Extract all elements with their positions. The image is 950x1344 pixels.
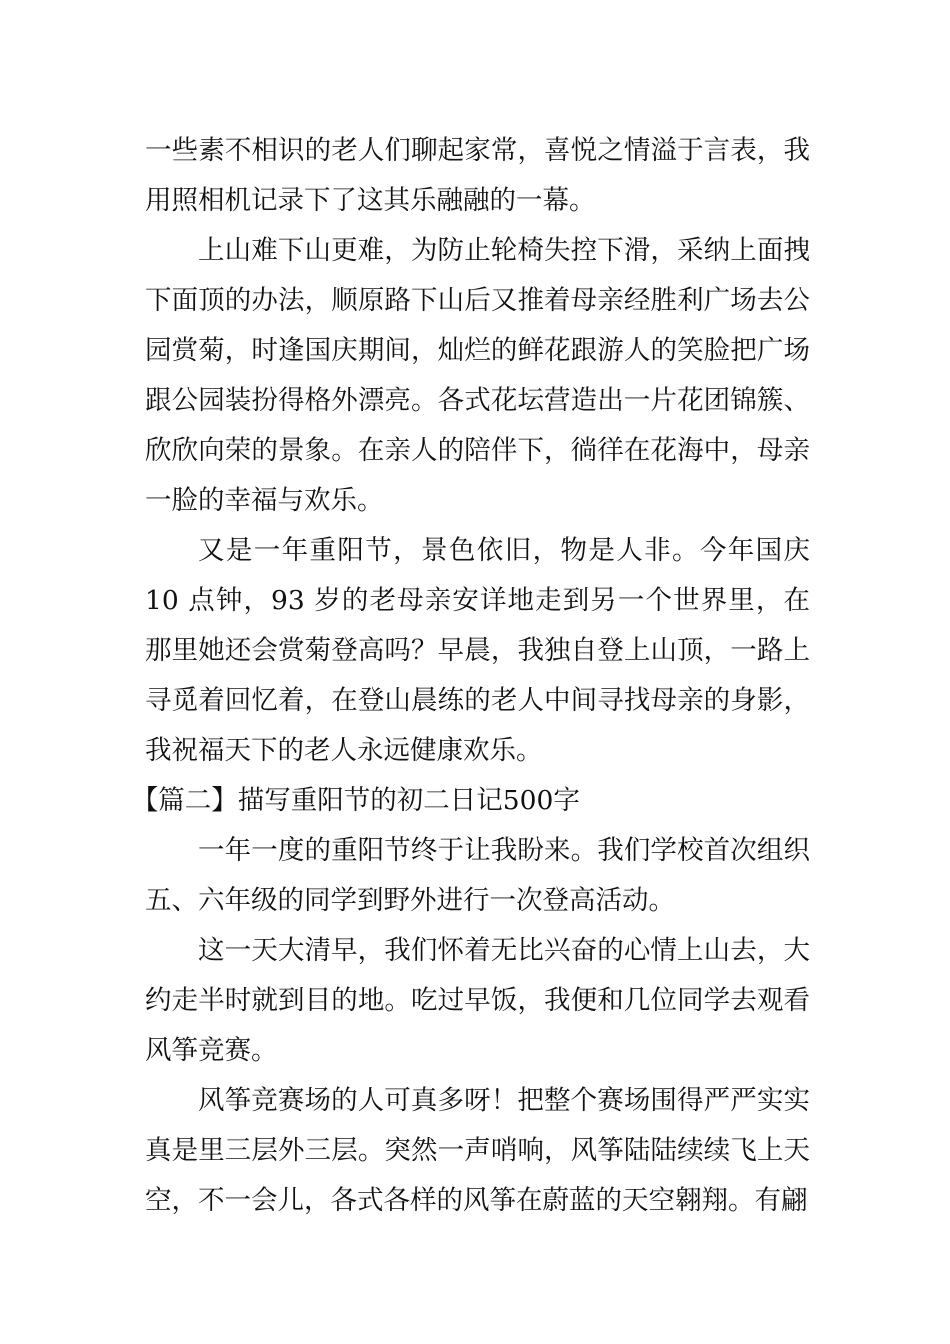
section-paragraph-2: 这一天大清早，我们怀着无比兴奋的心情上山去，大约走半时就到目的地。吃过早饭，我便和几位同学去观看风筝竞赛。 [145,935,810,1066]
document-body [131,126,810,1226]
section-paragraph-3: 风筝竞赛场的人可真多呀！把整个赛场围得严严实实真是里三层外三层。突然一声哨响，风筝陆陆续续飞上天空，不一会儿，各式各样的风筝在蔚蓝的天空翱翔。有翩 [145,1085,810,1216]
section-heading: 【篇二】描写重阳节的初二日记500字 [131,785,580,816]
paragraph-2: 上山难下山更难，为防止轮椅失控下滑，采纳上面拽下面顶的办法，顺原路下山后又推着母亲经胜利广场去公园赏菊，时逢国庆期间，灿烂的鲜花跟游人的笑脸把广场跟公园装扮得格外漂亮。各式花坛营造出一片花团锦簇、欣欣向荣的景象。在亲人的陪伴下，徜徉在花海中，母亲一脸的幸福与欢乐。 [145,235,810,516]
paragraph-3: 又是一年重阳节，景色依旧，物是人非。今年国庆 10 点钟，93 岁的老母亲安详地走到另一个世界里，在那里她还会赏菊登高吗？早晨，我独自登上山顶，一路上寻觅着回忆着，在登山晨练的老人中间寻找母亲的身影，我祝福天下的老人永远健康欢乐。 [145,535,810,766]
section-paragraph-1: 一年一度的重阳节终于让我盼来。我们学校首次组织五、六年级的同学到野外进行一次登高活动。 [145,835,810,916]
paragraph-1: 一些素不相识的老人们聊起家常，喜悦之情溢于言表，我用照相机记录下了这其乐融融的一幕。 [145,135,810,216]
